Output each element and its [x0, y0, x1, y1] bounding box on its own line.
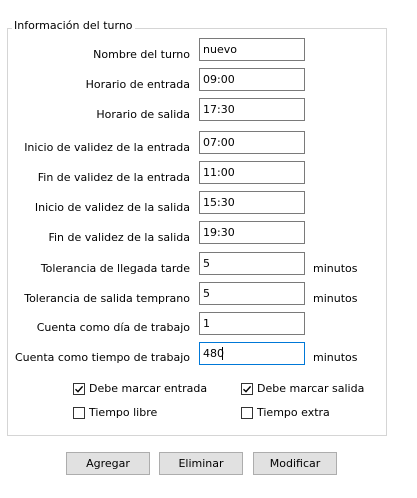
early-tolerance-label: Tolerancia de salida temprano	[24, 292, 190, 305]
exit-time-input[interactable]	[199, 98, 305, 121]
early-tolerance-input[interactable]	[199, 282, 305, 305]
overtime-label: Tiempo extra	[257, 406, 330, 419]
work-time-count-label: Cuenta como tiempo de trabajo	[14, 351, 190, 364]
checkbox-checked-icon	[73, 383, 85, 395]
must-check-in-checkbox[interactable]	[73, 382, 207, 395]
late-tolerance-input[interactable]	[199, 252, 305, 275]
entry-valid-start-input[interactable]	[199, 131, 305, 154]
text-caret	[222, 347, 223, 360]
exit-valid-start-label: Inicio de validez de la salida	[34, 201, 190, 214]
overtime-checkbox[interactable]	[241, 406, 330, 419]
shift-name-input[interactable]	[199, 38, 305, 61]
entry-time-label: Horario de entrada	[85, 78, 190, 91]
shift-name-label: Nombre del turno	[93, 48, 190, 61]
free-time-checkbox[interactable]	[73, 406, 157, 419]
late-tolerance-unit: minutos	[313, 262, 358, 275]
work-day-count-label: Cuenta como día de trabajo	[36, 321, 190, 334]
checkbox-checked-icon	[241, 383, 253, 395]
free-time-label: Tiempo libre	[89, 406, 158, 419]
exit-time-label: Horario de salida	[96, 108, 190, 121]
delete-button[interactable]: Eliminar	[159, 452, 243, 475]
early-tolerance-unit: minutos	[313, 292, 358, 305]
work-day-count-input[interactable]	[199, 312, 305, 335]
late-tolerance-label: Tolerancia de llegada tarde	[40, 262, 190, 275]
checkbox-unchecked-icon	[73, 407, 85, 419]
entry-valid-start-label: Inicio de validez de la entrada	[24, 141, 190, 154]
exit-valid-end-label: Fin de validez de la salida	[48, 231, 190, 244]
add-button[interactable]: Agregar	[66, 452, 150, 475]
modify-button[interactable]: Modificar	[253, 452, 337, 475]
exit-valid-end-input[interactable]	[199, 221, 305, 244]
work-time-count-input[interactable]	[199, 342, 305, 365]
groupbox-title: Información del turno	[14, 19, 133, 32]
checkbox-unchecked-icon	[241, 407, 253, 419]
must-check-in-label: Debe marcar entrada	[89, 382, 208, 395]
work-time-count-unit: minutos	[313, 351, 358, 364]
entry-time-input[interactable]	[199, 68, 305, 91]
entry-valid-end-label: Fin de validez de la entrada	[37, 171, 190, 184]
entry-valid-end-input[interactable]	[199, 161, 305, 184]
must-check-out-checkbox[interactable]	[241, 382, 364, 395]
exit-valid-start-input[interactable]	[199, 191, 305, 214]
must-check-out-label: Debe marcar salida	[257, 382, 365, 395]
